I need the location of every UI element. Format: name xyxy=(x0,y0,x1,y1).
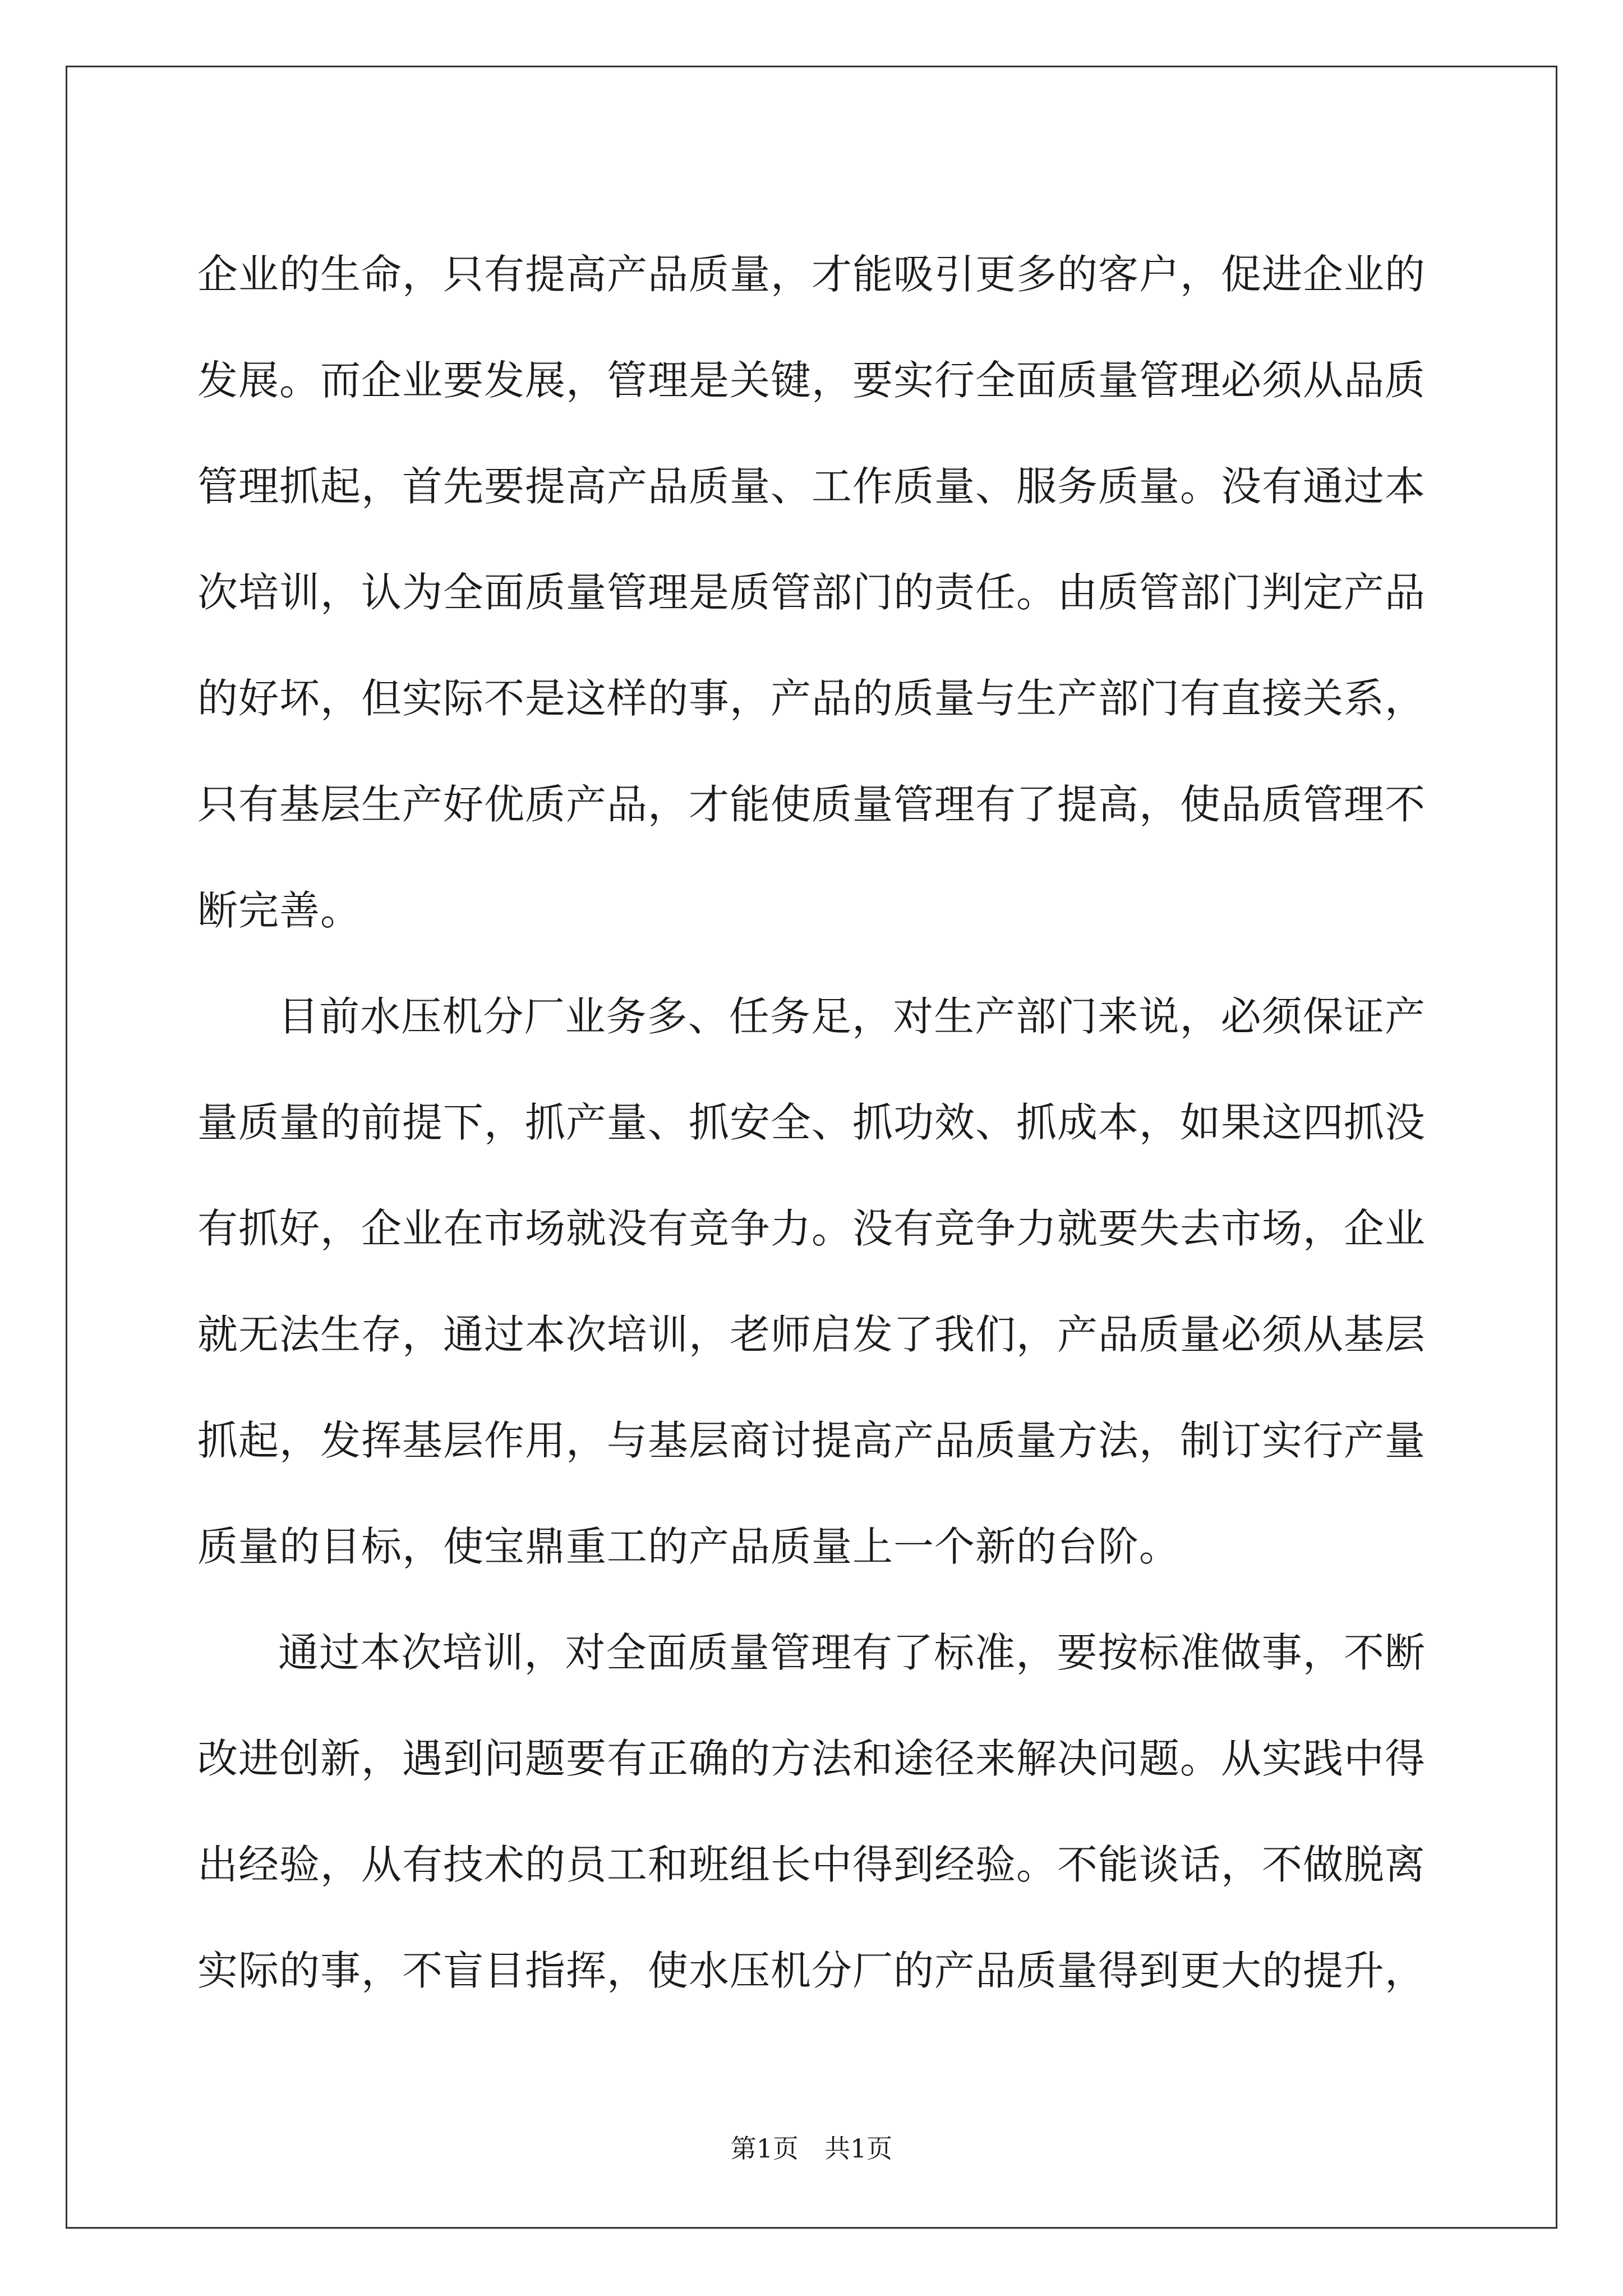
paragraph-1: 企业的生命，只有提高产品质量，才能吸引更多的客户，促进企业的发展。而企业要发展，管理是关键，要实行全面质量管理必须从品质管理抓起，首先要提高产品质量、工作质量、服务质量。没有通过本次培训，认为全面质量管理是质管部门的责任。由质管部门判定产品的好坏，但实际不是这样的事，产品的质量与生产部门有直接关系，只有基层生产好优质产品，才能使质量管理有了提高，使品质管理不断完善。 xyxy=(197,251,1426,934)
paragraph-3: 通过本次培训，对全面质量管理有了标准，要按标准做事，不断改进创新，遇到问题要有正确的方法和途径来解决问题。从实践中得出经验，从有技术的员工和班组长中得到经验。不能谈话，不做脱离实际的事，不盲目指挥，使水压机分厂的产品质量得到更大的提升， xyxy=(197,1629,1426,1994)
page-footer xyxy=(0,2132,1623,2165)
page-total: 共1页 xyxy=(824,2133,893,2164)
paragraph-2: 目前水压机分厂业务多、任务足，对生产部门来说，必须保证产量质量的前提下，抓产量、抓安全、抓功效、抓成本，如果这四抓没有抓好，企业在市场就没有竞争力。没有竞争力就要失去市场，企业就无法生存，通过本次培训，老师启发了我们，产品质量必须从基层抓起，发挥基层作用，与基层商讨提高产品质量方法，制订实行产量质量的目标，使宝鼎重工的产品质量上一个新的台阶。 xyxy=(197,993,1426,1570)
document-body xyxy=(197,222,1426,2024)
page-number: 第1页 xyxy=(730,2133,799,2164)
